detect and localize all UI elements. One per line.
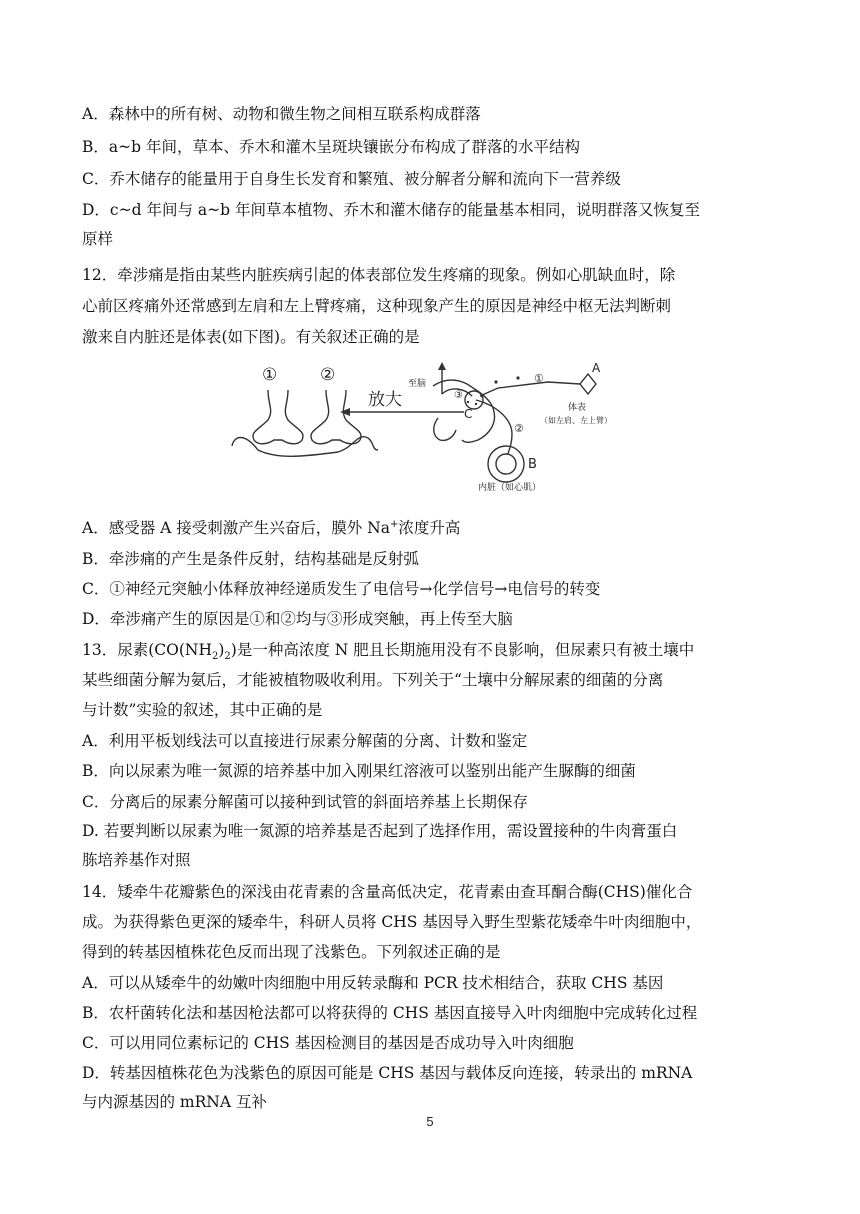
q11-option-d-line1: D．c~d 年间与 a~b 年间草本植物、乔木和灌木储存的能量基本相同，说明群落又恢复至 [82,201,700,219]
q12-option-a-text: A．感受器 A 接受刺激产生兴奋后，膜外 Na [82,519,390,537]
q12-option-a [82,518,460,538]
q13-option-c: C．分离后的尿素分解菌可以接种到试管的斜面培养基上长期保存 [82,793,528,811]
viscera-label: 内脏（如心肌） [478,483,542,493]
q14-stem-line1: 14．矮牵牛花瓣紫色的深浅由花青素的含量高低决定，花青素由查耳酮合酶(CHS)催化合 [82,883,693,901]
q12-option-d: D．牵涉痛产生的原因是①和②均与③形成突触，再上传至大脑 [82,610,513,628]
q14-option-a: A．可以从矮牵牛的幼嫩叶肉细胞中用反转录酶和 PCR 技术相结合，获取 CHS 基因 [82,974,664,992]
referred-pain-diagram [228,360,628,496]
label-3: ③ [454,390,463,401]
q13-stem-paren: ) [218,641,225,659]
amplify-label: 放大 [368,390,402,410]
page-number: 5 [426,1114,434,1129]
q14-option-d-line1: D．转基因植株花色为浅紫色的原因可能是 CHS 基因与载体反向连接，转录出的 mRNA [82,1064,693,1082]
q12-stem-line2: 心前区疼痛外还常感到左肩和左上臂疼痛，这种现象产生的原因是神经中枢无法判断刺 [82,297,672,315]
label-2: ② [320,365,336,385]
body-surface-label: 体表 [568,403,587,413]
q12-option-a-text-end: 浓度升高 [398,519,461,537]
q13-stem-line3: 与计数”实验的叙述，其中正确的是 [82,701,323,719]
q13-subscript-1: 2 [211,651,219,663]
q13-option-d-line2: 胨培养基作对照 [82,851,191,869]
label-1-fiber: ① [534,372,544,385]
label-c: C [464,407,473,421]
q11-option-a: A．森林中的所有树、动物和微生物之间相互联系构成群落 [82,105,481,123]
q13-option-d-line1: D. 若要判断以尿素为唯一氮源的培养基是否起到了选择作用，需设置接种的牛肉膏蛋白 [82,822,678,840]
q14-stem-line2: 成。为获得紫色更深的矮牵牛，科研人员将 CHS 基因导入野生型紫花矮牵牛叶肉细胞中， [82,913,702,931]
to-brain-label: 至脑 [408,379,427,389]
q12-stem-line3: 激来自内脏还是体表(如下图)。有关叙述正确的是 [82,328,420,346]
q12-option-a-superscript: + [389,518,399,530]
neuron-lower-lobe [434,418,456,440]
label-a: A [592,361,601,375]
viscera-b-outer [488,446,524,482]
synapse-knob-1 [253,390,303,444]
q13-stem-line2: 某些细菌分解为氨后，才能被植物吸收利用。下列关于“土壤中分解尿素的细菌的分离 [82,671,664,689]
q11-option-c: C．乔木储存的能量用于自身生长发育和繁殖、被分解者分解和流向下一营养级 [82,170,621,188]
q11-option-d-line2: 原样 [82,230,114,248]
q13-stem-line1 [82,640,695,663]
q13-option-b: B．向以尿素为唯一氮源的培养基中加入刚果红溶液可以鉴别出能产生脲酶的细菌 [82,762,636,780]
label-2-fiber: ② [514,422,524,435]
q12-option-b: B．牵涉痛的产生是条件反射，结构基础是反射弧 [82,550,419,568]
q12-stem-line1: 12．牵涉痛是指由某些内脏疾病引起的体表部位发生疼痛的现象。例如心肌缺血时，除 [82,266,676,284]
q14-option-d-line2: 与内源基因的 mRNA 互补 [82,1093,267,1111]
q13-stem-text-end: )是一种高浓度 N 肥且长期施用没有不良影响，但尿素只有被土壤中 [230,641,695,659]
viscera-b-inner [496,454,516,474]
q13-option-a: A．利用平板划线法可以直接进行尿素分解菌的分离、计数和鉴定 [82,732,528,750]
diagram-svg [228,360,628,496]
q14-stem-line3: 得到的转基因植株花色反而出现了浅紫色。下列叙述正确的是 [82,943,501,961]
q13-subscript-2: 2 [224,651,231,663]
q12-option-c: C．①神经元突触小体释放神经递质发生了电信号→化学信号→电信号的转变 [82,580,601,598]
label-1: ① [262,365,278,385]
q14-option-c: C．可以用同位素标记的 CHS 基因检测目的基因是否成功导入叶肉细胞 [82,1034,574,1052]
label-b: B [528,457,537,472]
q14-option-b: B．农杆菌转化法和基因枪法都可以将获得的 CHS 基因直接导入叶肉细胞中完成转化过程 [82,1004,698,1022]
q13-stem-text: 13．尿素(CO(NH [82,641,212,659]
body-surface-note: （如左肩、左上臂） [540,416,612,425]
synapse-knob-2 [311,390,361,444]
receptor-a [580,374,596,394]
fiber-1 [480,382,580,396]
q11-option-b: B．a~b 年间，草本、乔木和灌木呈斑块镶嵌分布构成了群落的水平结构 [82,138,580,156]
